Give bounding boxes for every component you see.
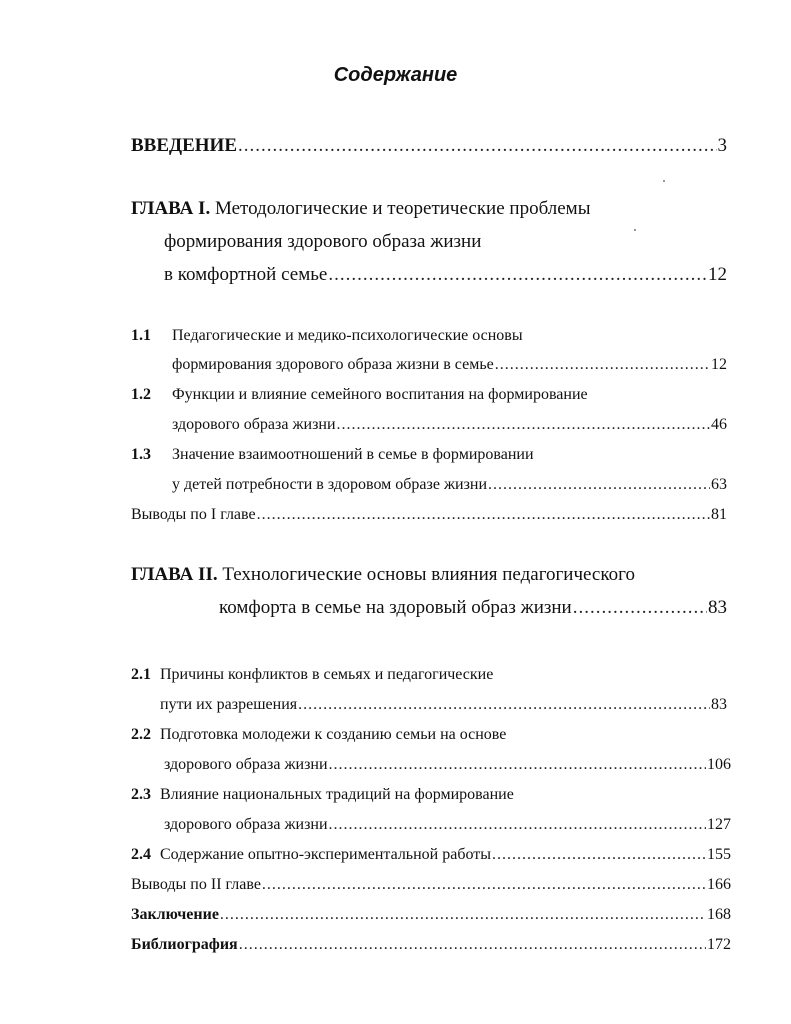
entry-label: Выводы по II главе bbox=[131, 876, 261, 893]
entry-label: ВВЕДЕНИЕ bbox=[131, 135, 237, 156]
section-number: 2.4 bbox=[131, 846, 151, 863]
page-number: 12 bbox=[708, 264, 727, 285]
scan-speck bbox=[663, 180, 665, 182]
section-1-2-title-line1: Функции и влияние семейного воспитания на формирование bbox=[172, 386, 588, 403]
toc-entry-1-1 bbox=[172, 353, 727, 377]
chapter2-prefix: ГЛАВА II. bbox=[131, 564, 218, 585]
entry-label: формирования здорового образа жизни в семье bbox=[172, 356, 494, 373]
chapter2-heading-line1 bbox=[131, 563, 635, 587]
page-number: 168 bbox=[707, 906, 731, 923]
chapter1-title-line2: формирования здорового образа жизни bbox=[164, 231, 482, 252]
entry-label: пути их разрешения bbox=[160, 696, 298, 713]
dot-leader bbox=[337, 413, 710, 437]
toc-entry-intro bbox=[131, 134, 727, 158]
entry-label: Библиография bbox=[131, 936, 238, 953]
page-number: 83 bbox=[711, 696, 727, 713]
dot-leader bbox=[492, 843, 706, 867]
entry-label: здорового образа жизни bbox=[164, 816, 328, 833]
dot-leader bbox=[238, 134, 717, 158]
toc-entry-chapter2 bbox=[219, 596, 727, 620]
dot-leader bbox=[298, 693, 710, 717]
dot-leader bbox=[257, 503, 710, 527]
entry-label: у детей потребности в здоровом образе жизни bbox=[172, 476, 488, 493]
toc-entry-2-4 bbox=[160, 843, 731, 867]
chapter1-prefix: ГЛАВА I. bbox=[131, 198, 211, 219]
toc-entry-1-3 bbox=[172, 473, 727, 497]
section-number: 2.1 bbox=[131, 666, 151, 683]
dot-leader bbox=[495, 353, 710, 377]
page-number: 63 bbox=[711, 476, 727, 493]
dot-leader bbox=[573, 596, 707, 620]
page-title: Содержание bbox=[333, 64, 458, 86]
dot-leader bbox=[329, 813, 706, 837]
page-number: 172 bbox=[707, 936, 731, 953]
section-1-3-title-line1: Значение взаимоотношений в семье в формировании bbox=[172, 446, 534, 463]
entry-label: Заключение bbox=[131, 906, 219, 923]
toc-entry-chapter1 bbox=[164, 263, 727, 287]
section-number: 1.1 bbox=[131, 327, 151, 344]
section-1-1-title-line1: Педагогические и медико-психологические основы bbox=[172, 327, 523, 344]
page-number: 46 bbox=[711, 416, 727, 433]
entry-label: в комфортной семье bbox=[164, 264, 328, 285]
section-2-1-title-line1: Причины конфликтов в семьях и педагогические bbox=[160, 666, 494, 683]
page-number: 12 bbox=[711, 356, 727, 373]
toc-entry-2-2 bbox=[164, 753, 731, 777]
page-number: 81 bbox=[711, 506, 727, 523]
section-number: 1.3 bbox=[131, 446, 151, 463]
toc-entry-chapter2-conclusions bbox=[131, 873, 731, 897]
toc-entry-conclusion bbox=[131, 903, 731, 927]
section-2-2-title-line1: Подготовка молодежи к созданию семьи на основе bbox=[160, 726, 507, 743]
dot-leader bbox=[329, 753, 706, 777]
page-number: 155 bbox=[707, 846, 731, 863]
entry-label: комфорта в семье на здоровый образ жизни bbox=[219, 597, 572, 618]
chapter1-title-line1: Методологические и теоретические проблемы bbox=[210, 198, 591, 219]
section-2-3-title-line1: Влияние национальных традиций на формирование bbox=[160, 786, 514, 803]
dot-leader bbox=[220, 903, 706, 927]
entry-label: здорового образа жизни bbox=[172, 416, 336, 433]
section-number: 2.3 bbox=[131, 786, 151, 803]
section-number: 2.2 bbox=[131, 726, 151, 743]
page-number: 106 bbox=[707, 756, 731, 773]
page-number: 83 bbox=[708, 597, 727, 618]
entry-label: Содержание опытно-экспериментальной работы bbox=[160, 846, 491, 863]
chapter2-title-line1: Технологические основы влияния педагогического bbox=[217, 564, 635, 585]
section-number: 1.2 bbox=[131, 386, 151, 403]
page-number: 127 bbox=[707, 816, 731, 833]
dot-leader bbox=[488, 473, 710, 497]
dot-leader bbox=[239, 933, 706, 957]
toc-entry-bibliography bbox=[131, 933, 731, 957]
toc-entry-2-1 bbox=[160, 693, 727, 717]
toc-entry-2-3 bbox=[164, 813, 731, 837]
page-number: 166 bbox=[707, 876, 731, 893]
chapter1-heading-line1 bbox=[131, 197, 590, 221]
page-number: 3 bbox=[717, 135, 727, 156]
entry-label: Выводы по I главе bbox=[131, 506, 256, 523]
dot-leader bbox=[328, 263, 707, 287]
toc-entry-1-2 bbox=[172, 413, 727, 437]
dot-leader bbox=[262, 873, 706, 897]
scan-speck bbox=[634, 229, 636, 231]
entry-label: здорового образа жизни bbox=[164, 756, 328, 773]
toc-entry-chapter1-conclusions bbox=[131, 503, 727, 527]
